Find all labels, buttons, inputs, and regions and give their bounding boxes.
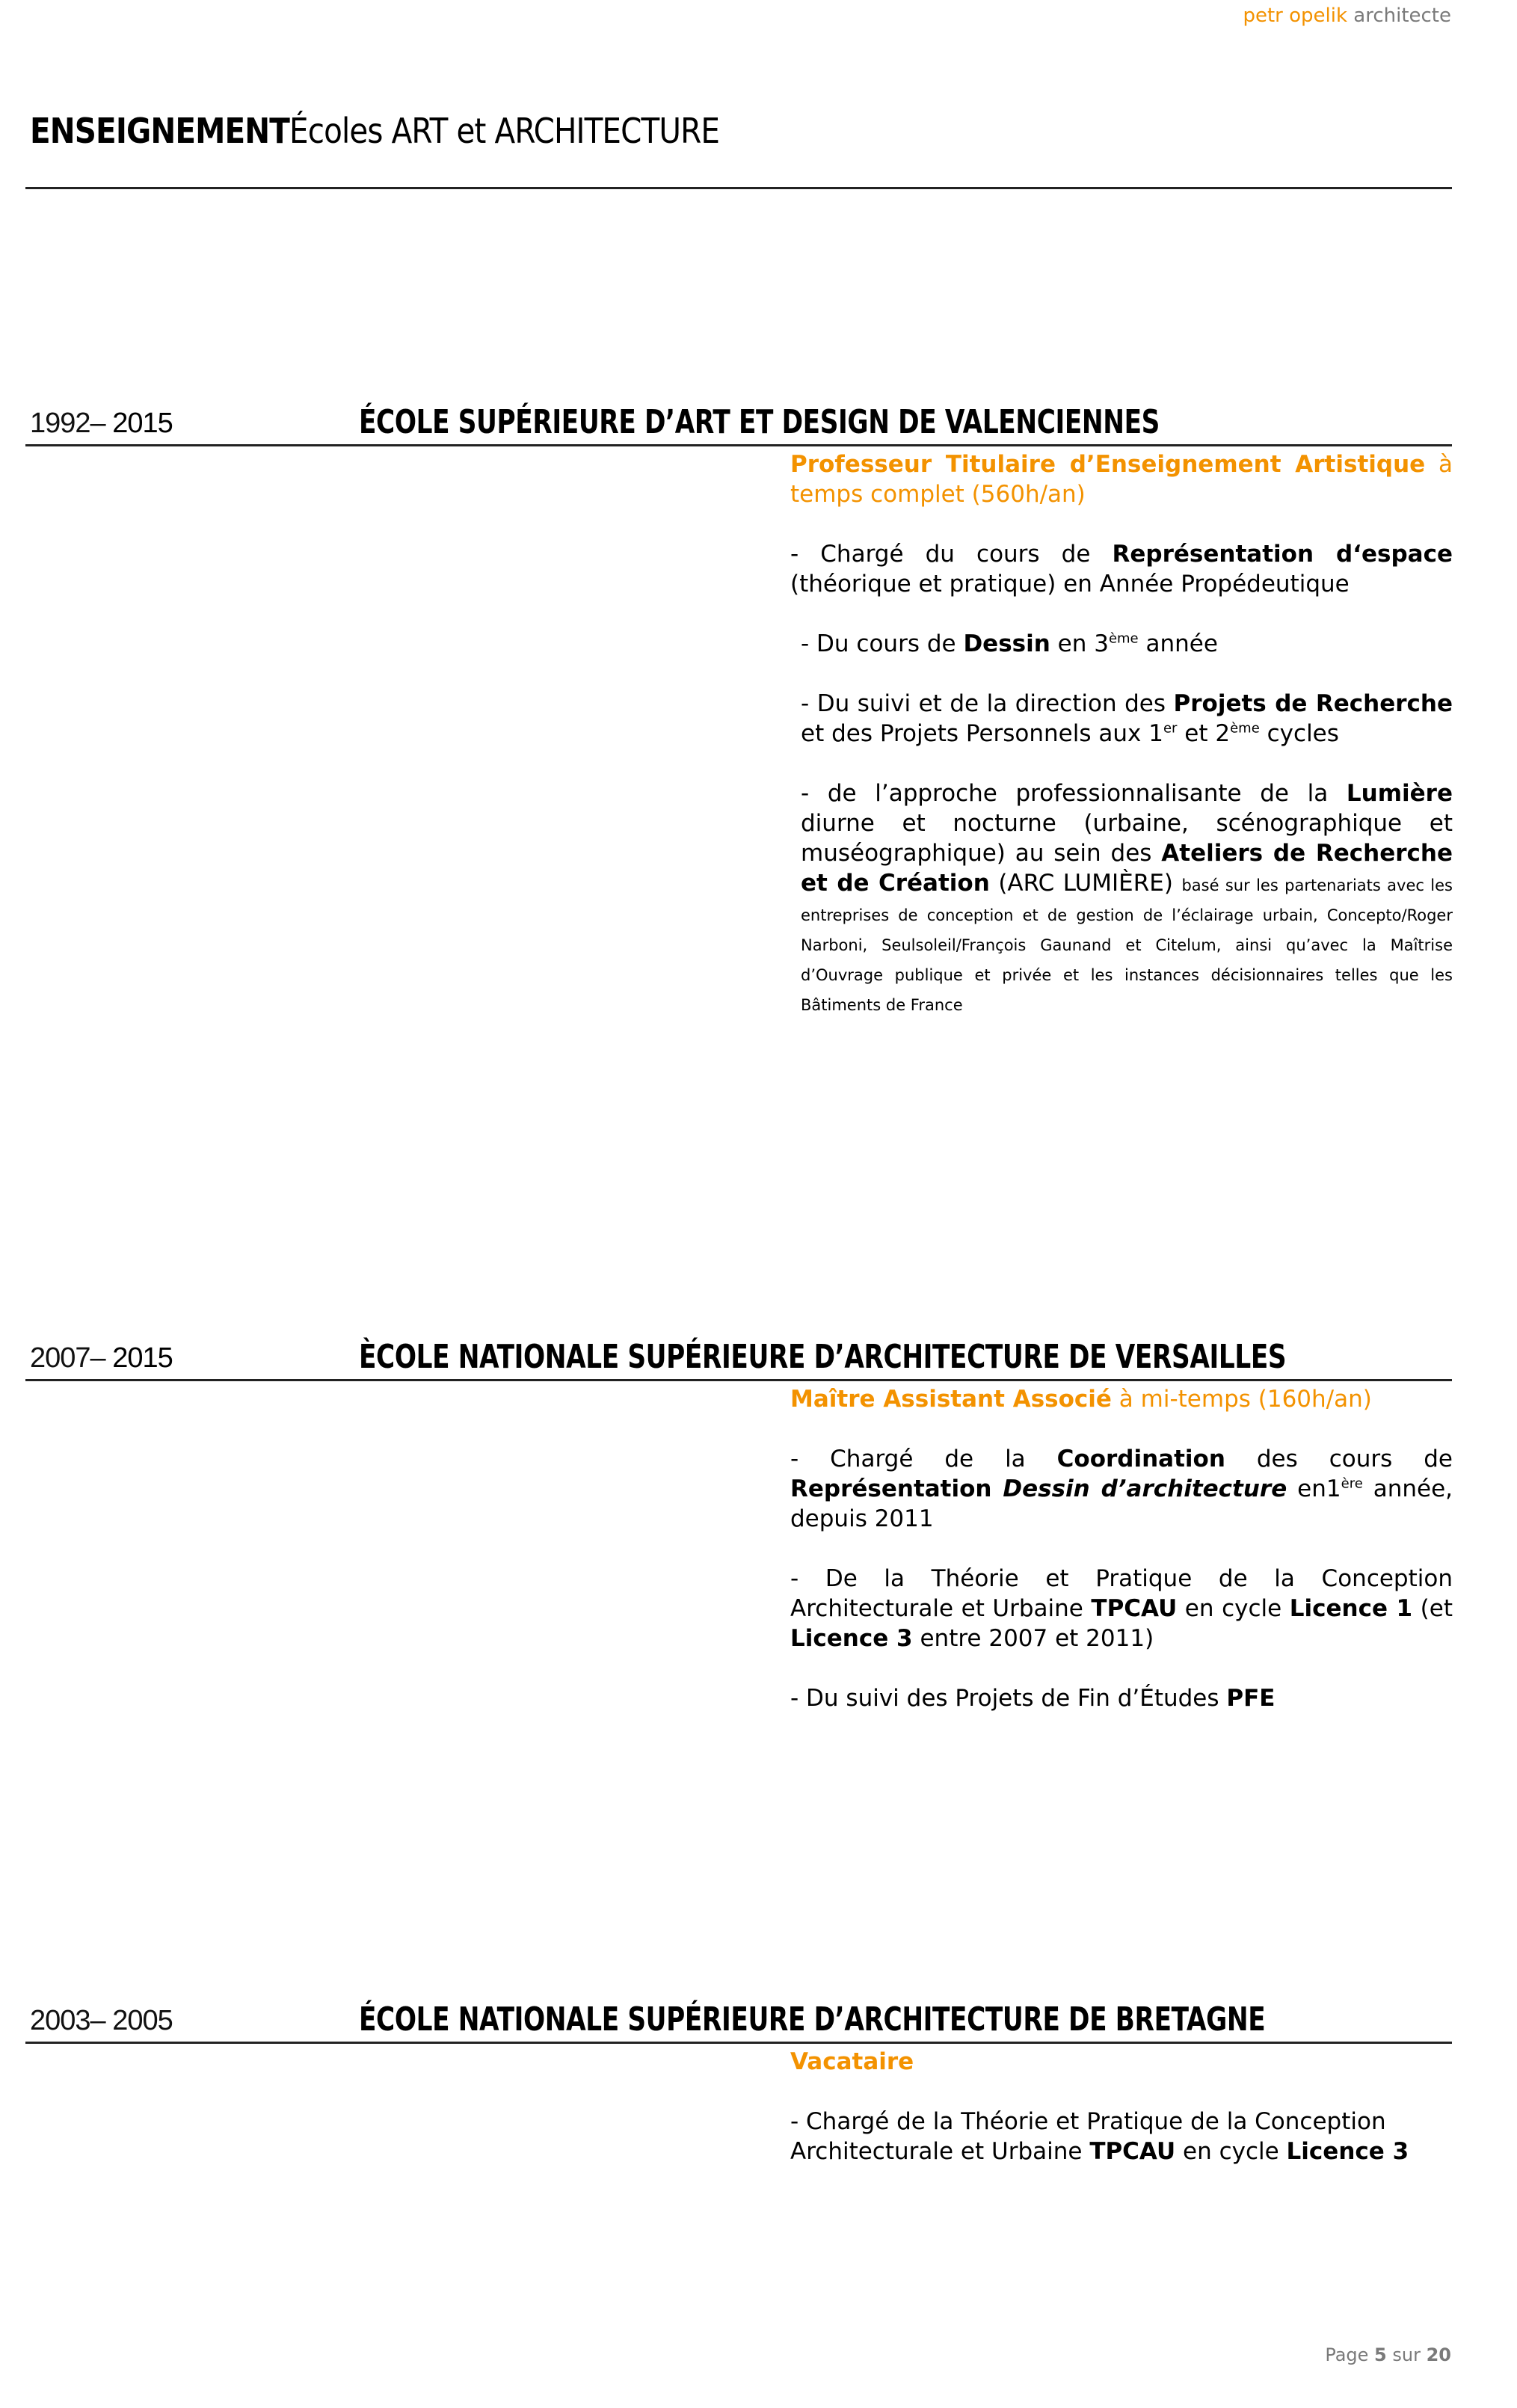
item-bold: Projets de Recherche: [1173, 690, 1453, 717]
item-text: (et: [1412, 1595, 1453, 1622]
list-item: [790, 2107, 1453, 2166]
years: [30, 1342, 173, 1375]
item-sup: ère: [1341, 1475, 1363, 1492]
page-total: 20: [1426, 2344, 1451, 2365]
section-heading: [25, 398, 1452, 444]
section-heading: [25, 1995, 1452, 2042]
section-divider: [25, 444, 1452, 446]
role-detail: à mi-temps (160h/an): [1111, 1386, 1372, 1413]
item-text: et des Projets Personnels aux 1: [801, 720, 1163, 747]
list-item: [790, 778, 1453, 1018]
section-bretagne: [25, 1995, 1452, 2196]
item-text: en cycle: [1175, 2138, 1287, 2165]
list-item: [790, 1444, 1453, 1534]
role-title: Vacataire: [790, 2048, 914, 2075]
item-text: - Chargé de la Théorie et Pratique de la Conception Architecturale et Urbaine: [790, 2108, 1386, 2165]
years-end: 2015: [105, 408, 173, 439]
section-divider: [25, 1379, 1452, 1381]
item-text: en1: [1287, 1475, 1341, 1502]
item-text: en 3: [1050, 630, 1109, 657]
item-text: - Chargé de la: [790, 1446, 1057, 1472]
item-text: - Chargé du cours de: [790, 541, 1113, 568]
item-text: - Du cours de: [801, 630, 964, 657]
section-content: [790, 449, 1453, 1018]
item-bold: Représentation: [790, 1475, 992, 1502]
item-bold: TPCAU: [1091, 1595, 1178, 1622]
item-sup: ème: [1230, 720, 1260, 737]
item-sup: er: [1163, 720, 1178, 737]
brand-suffix: architecte: [1353, 4, 1451, 27]
title-divider: [25, 187, 1452, 189]
list-item: [790, 1564, 1453, 1653]
section-content: [790, 1384, 1453, 1713]
item-text: - Du suivi des Projets de Fin d’Études: [790, 1685, 1227, 1712]
years: [30, 408, 173, 440]
section-content: [790, 2047, 1453, 2166]
item-bold: Licence 1: [1289, 1595, 1413, 1622]
item-text: cycles: [1259, 720, 1339, 747]
item-text: - de l’approche professionnalisante de la: [801, 780, 1347, 807]
list-item: [790, 629, 1453, 659]
item-text: - De la Théorie et Pratique de la Conception Architecturale et Urbaine: [790, 1565, 1453, 1622]
item-bold: Ateliers de Recherche et de Création: [801, 840, 1453, 897]
years-end: 2015: [105, 1342, 173, 1374]
role: [790, 449, 1453, 509]
years-start: 2007–: [30, 1342, 105, 1374]
item-bold: Coordination: [1056, 1446, 1225, 1472]
item-text: entre 2007 et 2011): [912, 1625, 1154, 1652]
role-title: Professeur Titulaire d’Enseignement Artistique: [790, 451, 1426, 478]
page-title: [30, 111, 719, 151]
years-start: 1992–: [30, 408, 105, 439]
section-valenciennes: [25, 398, 1452, 1048]
brand-name: petr opelik: [1243, 4, 1347, 27]
item-bold: Lumière: [1346, 780, 1453, 807]
item-bold: Représentation d‘espace: [1112, 541, 1453, 568]
years-start: 2003–: [30, 2005, 105, 2036]
page-title-bold: ENSEIGNEMENT: [30, 111, 290, 151]
role: [790, 2047, 1453, 2077]
page-title-rest: Écoles ART et ARCHITECTURE: [289, 111, 720, 151]
item-text: année: [1138, 630, 1218, 657]
item-bold: PFE: [1226, 1685, 1276, 1712]
role-title: Maître Assistant Associé: [790, 1386, 1112, 1413]
role: [790, 1384, 1453, 1414]
section-divider: [25, 2042, 1452, 2044]
list-item: [790, 689, 1453, 749]
item-bold: TPCAU: [1089, 2138, 1176, 2165]
item-bold: Licence 3: [790, 1625, 913, 1652]
page-label: Page: [1325, 2344, 1375, 2365]
item-text: (théorique et pratique) en Année Propédeutique: [790, 571, 1350, 598]
years-end: 2005: [105, 2005, 173, 2036]
item-text: - Du suivi et de la direction des: [801, 690, 1174, 717]
role-detail: à temps complet (560h/an): [790, 451, 1453, 508]
list-item: [790, 539, 1453, 599]
item-text: diurne et nocturne (urbaine, scénographique et muséographique) au sein des: [801, 810, 1453, 867]
school-name: ÉCOLE SUPÉRIEURE D’ART ET DESIGN DE VALENCIENNES: [359, 403, 1160, 441]
page-number: [1325, 2344, 1451, 2365]
school-name: ÉCOLE NATIONALE SUPÉRIEURE D’ARCHITECTURE DE BRETAGNE: [359, 2000, 1266, 2039]
brand-logo-text: [1243, 4, 1451, 27]
section-versailles: [25, 1333, 1452, 1743]
page-current: 5: [1374, 2344, 1387, 2365]
item-text: des cours de: [1225, 1446, 1453, 1472]
list-item: [790, 1683, 1453, 1713]
item-sup: ème: [1108, 630, 1139, 647]
years: [30, 2005, 173, 2037]
item-text: en cycle: [1177, 1595, 1290, 1622]
item-small-text: basé sur les partenariats avec les entreprises de conception et de gestion de l’éclairage urbain, Concepto/Roger Narboni, Seulsoleil/François Gaunand et Citelum, ainsi qu’avec la Maîtrise d’Ouvrage publique et privée et les instances décisionnaires telles que les Bâtiments de France: [801, 876, 1453, 1014]
item-text: année, depuis 2011: [790, 1475, 1453, 1532]
item-text: et 2: [1177, 720, 1231, 747]
section-heading: [25, 1333, 1452, 1379]
item-text: (ARC LUMIÈRE): [989, 870, 1182, 897]
page-sep: sur: [1386, 2344, 1427, 2365]
item-bold-italic: Dessin d’architecture: [991, 1475, 1287, 1502]
item-bold: Licence 3: [1286, 2138, 1409, 2165]
item-bold: Dessin: [963, 630, 1050, 657]
school-name: ÈCOLE NATIONALE SUPÉRIEURE D’ARCHITECTURE DE VERSAILLES: [359, 1338, 1287, 1376]
